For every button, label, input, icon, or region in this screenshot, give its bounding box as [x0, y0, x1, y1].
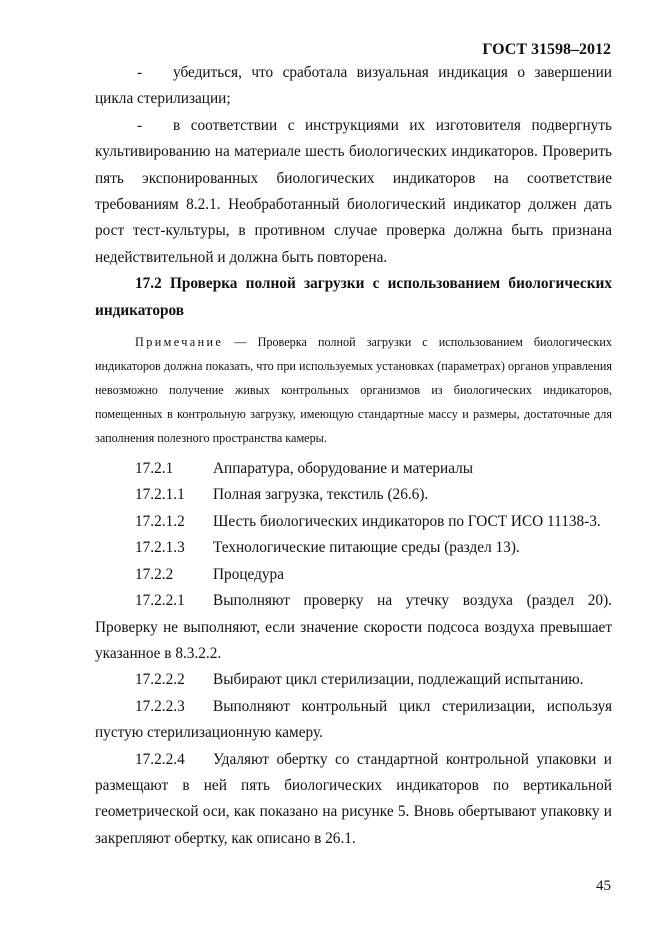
clause-17-2-1-2 [95, 509, 612, 535]
clause-17-2-2-3 [95, 694, 612, 720]
bullet-item-2-continuation: культивированию на материале шесть биологических индикаторов. Проверить пять экспонированных биологических индикаторов на соответствие требованиям 8.2.1. Необработанный биологический индикатор должен дать рост тест-культуры, в противном случае проверка должна быть признана недействительной и должна быть повторена. [95, 143, 612, 266]
clause-17-2-1-3 [95, 535, 612, 561]
clause-text: Удаляют обертку со стандартной контрольной упаковки и [213, 750, 612, 768]
clause-17-2-2 [95, 562, 612, 588]
bullet-item-1-first-line [95, 60, 612, 86]
clause-17-2-2-4-continuation: размещают в ней пять биологических индикаторов по вертикальной геометрической оси, как показано на рисунке 5. Вновь обертывают упаковку и закрепляют обертку, как описано в 26.1. [95, 776, 612, 847]
section-heading: 17.2 Проверка полной загрузки с использованием биологических индикаторов [95, 275, 612, 319]
clause-number: 17.2.2.3 [135, 697, 185, 715]
clause-number: 17.2.1.3 [135, 539, 185, 557]
bullet-item-1-continuation: цикла стерилизации; [95, 90, 231, 108]
clause-number: 17.2.1.1 [135, 486, 185, 504]
clause-text: Технологические питающие среды (раздел 13). [213, 539, 520, 557]
clause-text: Выполняют проверку на утечку воздуха (раздел 20). [213, 592, 612, 610]
clause-17-2-2-1 [95, 588, 612, 614]
clause-number: 17.2.1 [135, 460, 174, 478]
clause-17-2-2-4 [95, 747, 612, 773]
clause-number: 17.2.2.4 [135, 750, 185, 768]
clause-17-2-2-2 [95, 667, 612, 693]
clause-17-2-1-1 [95, 482, 612, 508]
clause-17-2-2-1-continuation: Проверку не выполняют, если значение скорости подсоса воздуха превышает указанное в 8.3.2.2. [95, 618, 612, 662]
bullet-dash: - [137, 64, 143, 81]
clause-number: 17.2.2 [135, 565, 174, 583]
note-paragraph [95, 330, 612, 450]
clause-text: Аппаратура, оборудование и материалы [213, 460, 474, 478]
page-content [95, 60, 612, 852]
clause-text: Процедура [213, 565, 284, 583]
clause-17-2-2-3-continuation: пустую стерилизационную камеру. [95, 724, 323, 742]
page-number: 45 [596, 878, 611, 894]
document-header: ГОСТ 31598–2012 [482, 41, 611, 58]
clause-text: Выполняют контрольный цикл стерилизации, используя [213, 697, 612, 715]
note-label: Примечание [135, 335, 224, 350]
clause-17-2-1 [95, 456, 612, 482]
note-text: — Проверка полной загрузки с использованием биологических индикаторов должна показать, что при используемых установках (параметрах) органов управления невозможно получение живых контрольных организмов из биологических индикаторов, помещенных в контрольную загрузку, имеющую стандартные массу и размеры, достаточные для заполнения полезного пространства камеры. [95, 335, 613, 446]
bullet-item-1-text: убедиться, что сработала визуальная индикация о завершении [173, 64, 612, 81]
clause-number: 17.2.2.2 [135, 671, 185, 689]
clause-number: 17.2.2.1 [135, 592, 185, 610]
clause-text: Выбирают цикл стерилизации, подлежащий испытанию. [213, 671, 584, 689]
bullet-item-2-first-line [95, 113, 612, 139]
bullet-item-2-text: в соответствии с инструкциями их изготовителя подвергнуть [173, 116, 612, 134]
clause-text: Шесть биологических индикаторов по ГОСТ ИСО 11138-3. [213, 512, 601, 530]
clause-text: Полная загрузка, текстиль (26.6). [213, 486, 429, 504]
clause-number: 17.2.1.2 [135, 512, 185, 530]
bullet-dash: - [137, 116, 143, 134]
